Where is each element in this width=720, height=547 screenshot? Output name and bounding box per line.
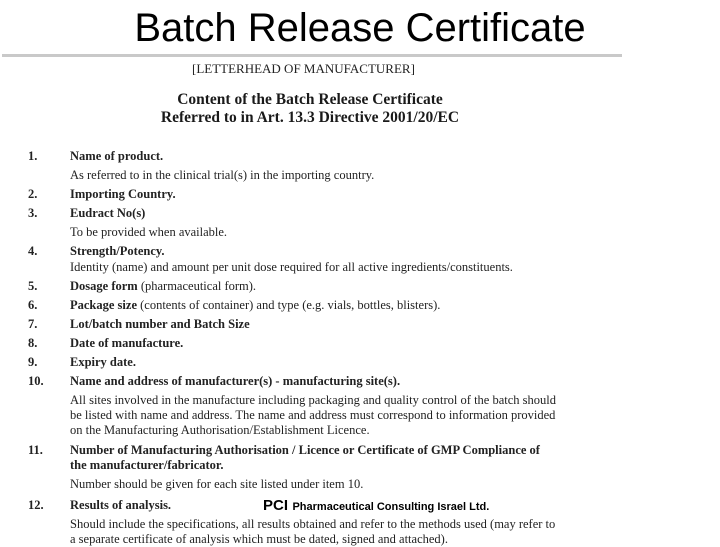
item-title-text: Name of product.: [70, 149, 164, 163]
item-description: To be provided when available.: [70, 225, 228, 239]
item-title-text: Date of manufacture.: [70, 336, 184, 350]
item-title-text: Lot/batch number and Batch Size: [70, 317, 250, 331]
item-title: [70, 206, 600, 221]
item-title: [70, 244, 600, 259]
company-name: Pharmaceutical Consulting Israel Ltd.: [292, 501, 490, 513]
item-description: Should include the specifications, all results obtained and refer to the methods used (may refer to: [70, 517, 556, 531]
item-number: 8.: [28, 336, 38, 350]
letterhead-placeholder: [LETTERHEAD OF MANUFACTURER]: [192, 61, 415, 76]
document-heading: Content of the Batch Release Certificate: [177, 91, 443, 108]
item-title: [70, 149, 600, 164]
item-title: [70, 317, 600, 332]
item-title-rest: (contents of container) and type (e.g. vials, bottles, blisters).: [137, 298, 441, 312]
item-title-text: Package size: [70, 298, 137, 312]
item-description: a separate certificate of analysis which must be dated, signed and attached).: [70, 532, 448, 546]
item-number: 7.: [28, 317, 38, 331]
item-number: 10.: [28, 374, 44, 388]
item-title: [70, 374, 600, 389]
item-description: Number should be given for each site listed under item 10.: [70, 477, 364, 491]
item-description: be listed with name and address. The name and address must correspond to information provided: [70, 408, 556, 422]
item-number: 5.: [28, 279, 38, 293]
item-description: All sites involved in the manufacture including packaging and quality control of the batch should: [70, 393, 556, 407]
item-description: As referred to in the clinical trial(s) in the importing country.: [70, 168, 375, 182]
item-number: 2.: [28, 187, 38, 201]
item-title-text: Eudract No(s): [70, 206, 146, 220]
item-title-text: Results of analysis.: [70, 498, 172, 512]
item-number: 12.: [28, 498, 44, 512]
item-title-text: Importing Country.: [70, 187, 176, 201]
item-title-rest: (pharmaceutical form).: [137, 279, 257, 293]
document-subheading: Referred to in Art. 13.3 Directive 2001/20/EC: [160, 109, 460, 126]
company-logo-text: PCI: [263, 497, 289, 514]
item-title: [70, 355, 600, 370]
item-description: Identity (name) and amount per unit dose required for all active ingredients/constituents.: [70, 260, 513, 274]
item-title-text: Dosage form: [70, 279, 138, 293]
title-divider: [2, 54, 622, 57]
item-title: [70, 187, 600, 202]
item-title-text: the manufacturer/fabricator.: [70, 458, 224, 472]
item-title: [70, 298, 600, 313]
item-title-text: Expiry date.: [70, 355, 136, 369]
item-number: 4.: [28, 244, 38, 258]
item-number: 3.: [28, 206, 38, 220]
item-title-text: Number of Manufacturing Authorisation / Licence or Certificate of GMP Compliance of: [70, 443, 540, 457]
item-number: 9.: [28, 355, 38, 369]
item-title-continued: [70, 458, 600, 473]
item-title: [70, 336, 600, 351]
item-description: on the Manufacturing Authorisation/Establishment Licence.: [70, 423, 370, 437]
item-title: [70, 279, 600, 294]
item-title-text: Strength/Potency.: [70, 244, 165, 258]
footer-branding: [260, 497, 492, 515]
item-number: 1.: [28, 149, 38, 163]
item-number: 11.: [28, 443, 43, 457]
item-number: 6.: [28, 298, 38, 312]
item-title-text: Name and address of manufacturer(s) - manufacturing site(s).: [70, 374, 401, 388]
slide-title: Batch Release Certificate: [134, 6, 586, 50]
item-title: [70, 443, 600, 458]
